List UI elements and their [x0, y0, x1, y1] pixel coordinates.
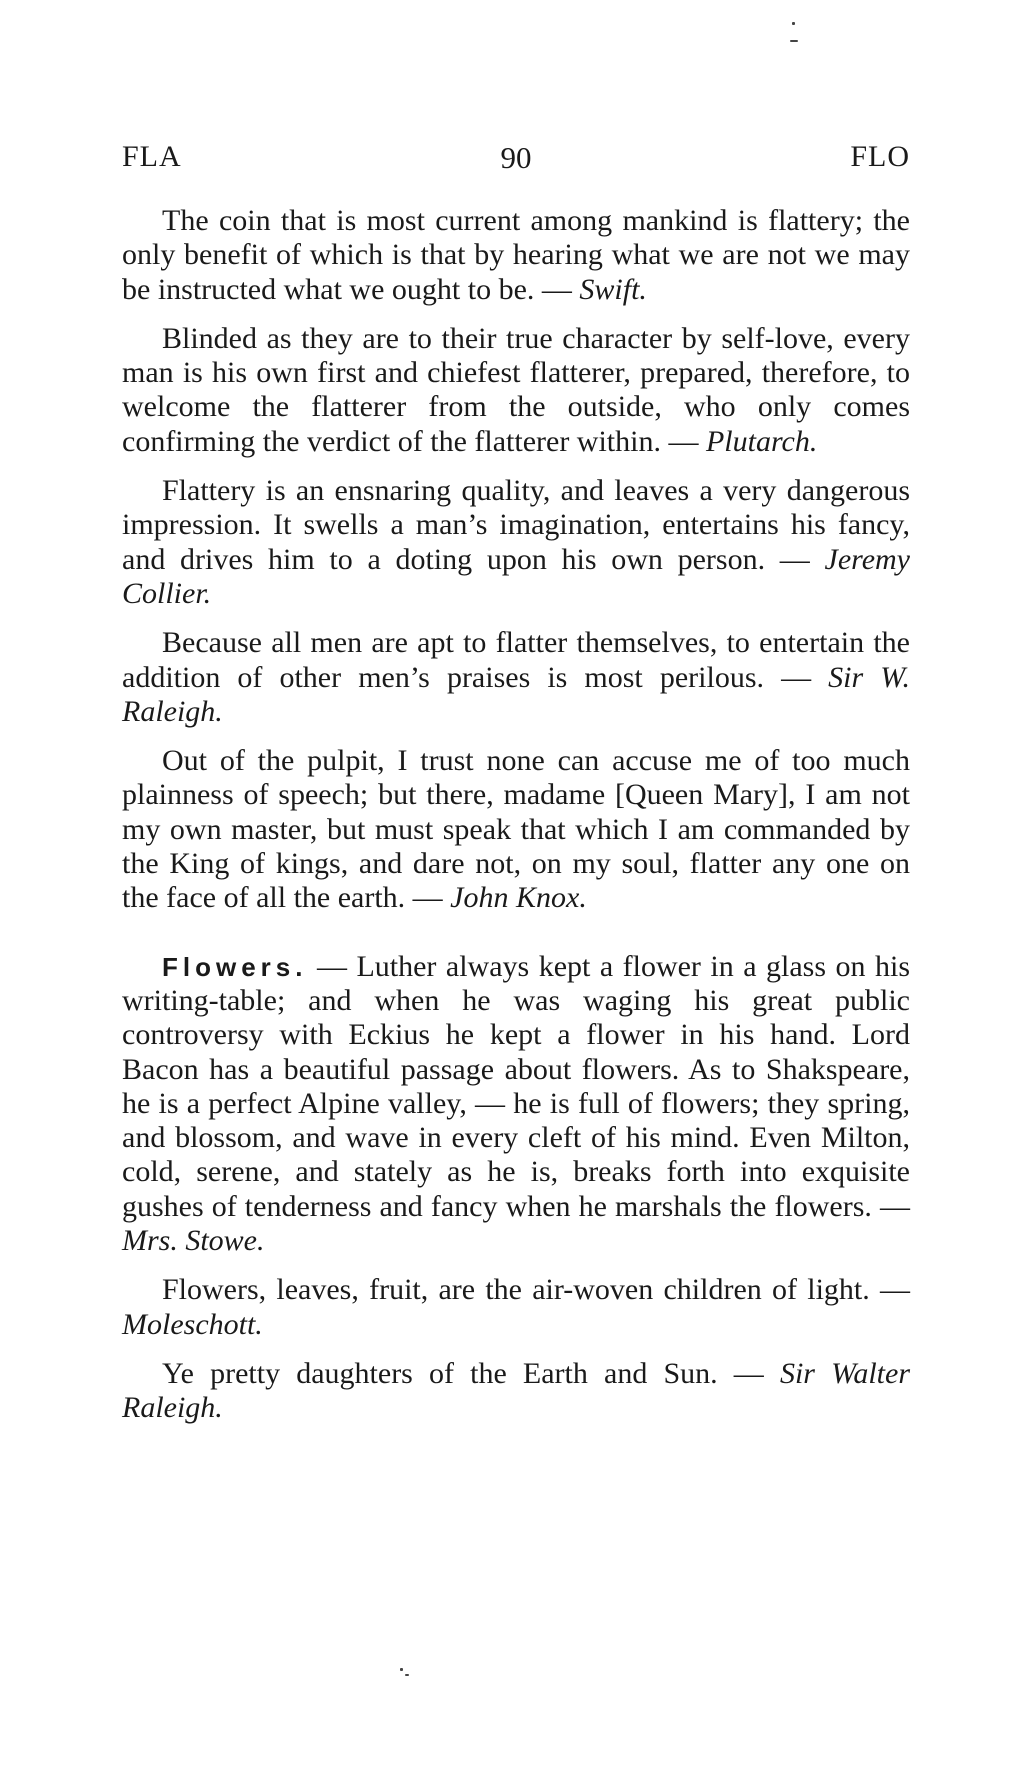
running-header: [122, 140, 910, 184]
quote-attribution: Swift.: [579, 272, 647, 306]
page-speck: [792, 22, 795, 25]
quote-paragraph: [122, 474, 910, 611]
quote-text: Flowers, leaves, fruit, are the air-woven children of light. —: [162, 1273, 910, 1307]
quote-attribution: Jeremy Collier.: [122, 542, 910, 610]
quote-paragraph: [122, 322, 910, 459]
quote-paragraph: [122, 1273, 910, 1342]
quote-text: The coin that is most current among mankind is flattery; the only benefit of which is that by hearing what we are not we may be instructed what we ought to be. —: [122, 204, 910, 306]
quote-paragraph: [122, 744, 910, 915]
quote-paragraph: [122, 626, 910, 729]
page-speck: [790, 40, 798, 42]
page-speck: [405, 1674, 409, 1676]
section-attribution: Mrs. Stowe.: [122, 1224, 265, 1258]
quote-text: Blinded as they are to their true character by self-love, every man is his own first and chiefest flatterer, prepared, therefore, to welcome the flatterer from the outside, who only comes confirming the verdict of the flatterer within. —: [122, 321, 910, 458]
section-text: — Luther always kept a flower in a glass on his writing-table; and when he was waging his great public controversy with Eckius he kept a flower in his hand. Lord Bacon has a beautiful passage about flowers. As to Shakspeare, he is a perfect Alpine valley, — he is full of flowers; they spring, and blossom, and wave in every cleft of his mind. Even Milton, cold, serene, and stately as he is, breaks forth into exquisite gushes of tenderness and fancy when he marshals the flowers. —: [122, 949, 910, 1223]
quote-text: Because all men are apt to flatter themselves, to entertain the addition of other men’s praises is most perilous. —: [122, 626, 910, 694]
page-speck: [400, 1668, 403, 1671]
quote-paragraph: [122, 1357, 910, 1426]
quote-attribution: Moleschott.: [122, 1307, 263, 1341]
quote-text: Out of the pulpit, I trust none can accuse me of too much plainness of speech; but there, madame [Queen Mary], I am not my own master, but must speak that which I am commanded by the King of kings, and dare not, on my soul, flatter any one on the face of all the earth. —: [122, 744, 910, 915]
quote-attribution: Sir Walter Raleigh.: [122, 1356, 910, 1425]
quote-text: Ye pretty daughters of the Earth and Sun. —: [162, 1356, 780, 1390]
page-body: [122, 204, 910, 1441]
quote-paragraph: [122, 204, 910, 307]
page-number: 90: [500, 140, 532, 175]
quote-text: Flattery is an ensnaring quality, and leaves a very dangerous impression. It swells a man’s imagination, entertains his fancy, and drives him to a doting upon his own person. —: [122, 474, 910, 576]
section-keyword: Flowers.: [162, 951, 308, 982]
section-entry-flowers: [122, 950, 910, 1259]
quote-attribution: Sir W. Raleigh.: [122, 660, 911, 728]
quote-attribution: John Knox.: [450, 881, 587, 915]
header-right-guide: FLO: [850, 140, 910, 173]
header-left-guide: FLA: [122, 140, 182, 173]
quote-attribution: Plutarch.: [705, 424, 818, 458]
